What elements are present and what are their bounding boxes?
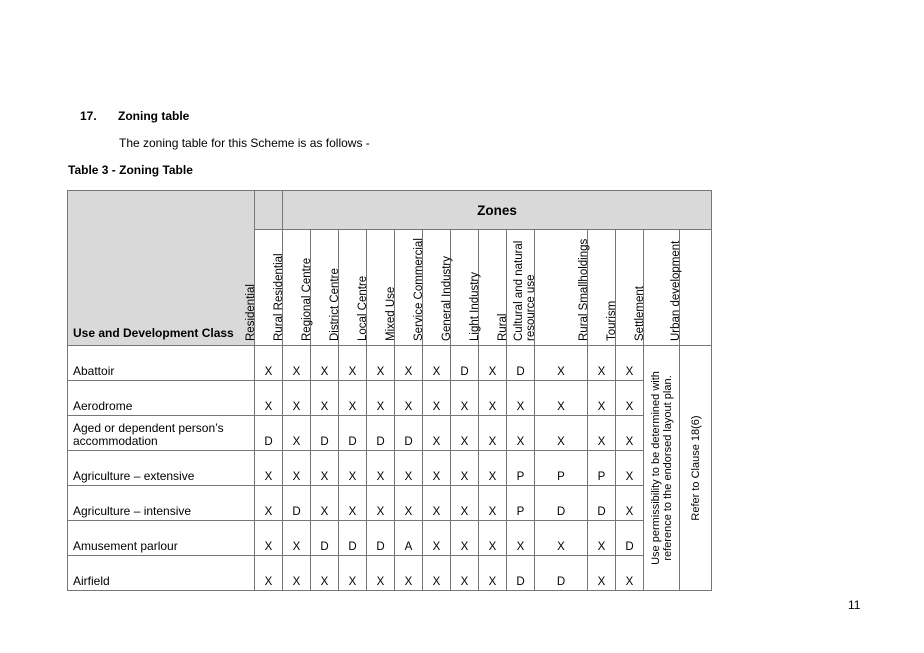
permissibility-cell: X [395, 486, 423, 521]
zone-header-label: Rural [497, 313, 509, 341]
settlement-note: Use permissibility to be determined with reference to the endorsed layout plan. [649, 371, 674, 565]
permissibility-cell: X [311, 556, 339, 591]
settlement-merged-cell [644, 346, 680, 591]
permissibility-cell: X [367, 451, 395, 486]
permissibility-cell: X [479, 556, 507, 591]
permissibility-cell: P [535, 451, 588, 486]
permissibility-cell: D [507, 556, 535, 591]
permissibility-cell: D [339, 521, 367, 556]
permissibility-cell: D [507, 346, 535, 381]
use-class-header-label: Use and Development Class [73, 326, 234, 340]
permissibility-cell: X [507, 381, 535, 416]
permissibility-cell: X [395, 346, 423, 381]
permissibility-cell: X [479, 416, 507, 451]
intro-text: The zoning table for this Scheme is as follows - [119, 136, 370, 150]
permissibility-cell: X [255, 381, 283, 416]
permissibility-cell: X [451, 556, 479, 591]
table-row [68, 346, 712, 381]
permissibility-cell: D [339, 416, 367, 451]
zone-header-label: General Industry [441, 255, 453, 341]
zone-header-label: Mixed Use [385, 286, 397, 341]
permissibility-cell: X [339, 486, 367, 521]
permissibility-cell: X [423, 346, 451, 381]
use-class-cell: Aerodrome [68, 381, 255, 416]
permissibility-cell: X [616, 486, 644, 521]
zone-header-label: District Centre [329, 268, 341, 341]
zone-header-label: Urban development [670, 240, 682, 341]
permissibility-cell: X [283, 451, 311, 486]
permissibility-cell: X [535, 521, 588, 556]
permissibility-cell: A [395, 521, 423, 556]
permissibility-cell: X [451, 381, 479, 416]
urban-note: Refer to Clause 18(6) [689, 415, 702, 521]
zone-header [670, 230, 712, 346]
permissibility-cell: X [507, 416, 535, 451]
use-class-cell: Abattoir [68, 346, 255, 381]
permissibility-cell: X [451, 486, 479, 521]
zoning-table [67, 190, 712, 591]
permissibility-cell: X [423, 451, 451, 486]
permissibility-cell: X [395, 556, 423, 591]
permissibility-cell: X [423, 556, 451, 591]
permissibility-cell: X [535, 416, 588, 451]
permissibility-cell: X [479, 381, 507, 416]
use-class-cell: Aged or dependent person’s accommodation [68, 416, 255, 451]
permissibility-cell: X [507, 521, 535, 556]
table-caption: Table 3 - Zoning Table [68, 163, 193, 177]
permissibility-cell: X [535, 381, 588, 416]
permissibility-cell: X [339, 346, 367, 381]
permissibility-cell: X [311, 451, 339, 486]
use-class-cell: Agriculture – extensive [68, 451, 255, 486]
table-row [68, 556, 712, 591]
permissibility-cell: X [255, 556, 283, 591]
permissibility-cell: X [616, 416, 644, 451]
permissibility-cell: X [311, 486, 339, 521]
permissibility-cell: X [423, 381, 451, 416]
permissibility-cell: D [395, 416, 423, 451]
permissibility-cell: X [283, 521, 311, 556]
permissibility-cell: X [451, 416, 479, 451]
permissibility-cell: X [395, 381, 423, 416]
permissibility-cell: X [479, 521, 507, 556]
permissibility-cell: X [588, 521, 616, 556]
permissibility-cell: D [588, 486, 616, 521]
permissibility-cell: X [311, 381, 339, 416]
zone-header-label: Rural Smallholdings [578, 238, 590, 341]
permissibility-cell: X [255, 521, 283, 556]
permissibility-cell: X [283, 381, 311, 416]
table-row [68, 416, 712, 451]
permissibility-cell: D [616, 521, 644, 556]
zones-header: Zones [283, 191, 712, 230]
use-class-cell: Amusement parlour [68, 521, 255, 556]
permissibility-cell: X [588, 416, 616, 451]
section-title: Zoning table [118, 109, 190, 123]
zone-header-label: Local Centre [357, 275, 369, 341]
table-row [68, 451, 712, 486]
permissibility-cell: X [339, 556, 367, 591]
permissibility-cell: D [451, 346, 479, 381]
permissibility-cell: X [395, 451, 423, 486]
permissibility-cell: X [255, 486, 283, 521]
permissibility-cell: P [588, 451, 616, 486]
permissibility-cell: X [339, 381, 367, 416]
permissibility-cell: D [255, 416, 283, 451]
permissibility-cell: X [451, 451, 479, 486]
permissibility-cell: X [616, 346, 644, 381]
permissibility-cell: X [367, 346, 395, 381]
permissibility-cell: P [507, 486, 535, 521]
permissibility-cell: X [255, 346, 283, 381]
permissibility-cell: X [283, 416, 311, 451]
permissibility-cell: X [479, 346, 507, 381]
permissibility-cell: X [479, 451, 507, 486]
permissibility-cell: X [588, 346, 616, 381]
permissibility-cell: D [367, 416, 395, 451]
section-number: 17. [80, 109, 97, 123]
permissibility-cell: X [367, 486, 395, 521]
permissibility-cell: X [283, 556, 311, 591]
permissibility-cell: X [616, 451, 644, 486]
permissibility-cell: X [423, 521, 451, 556]
permissibility-cell: X [588, 381, 616, 416]
permissibility-cell: X [255, 451, 283, 486]
permissibility-cell: X [535, 346, 588, 381]
zone-header-label: Service Commercial [413, 238, 425, 341]
permissibility-cell: D [367, 521, 395, 556]
use-class-cell: Airfield [68, 556, 255, 591]
permissibility-cell: D [283, 486, 311, 521]
zone-header-label: Light Industry [469, 271, 481, 341]
permissibility-cell: X [588, 556, 616, 591]
permissibility-cell: X [339, 451, 367, 486]
permissibility-cell: X [311, 346, 339, 381]
permissibility-cell: X [367, 556, 395, 591]
table-row [68, 381, 712, 416]
zone-header-label: Regional Centre [301, 257, 313, 341]
zone-header-label: Rural Residential [273, 253, 285, 341]
zone-header-label: Tourism [606, 300, 618, 341]
permissibility-cell: X [423, 486, 451, 521]
table-row [68, 521, 712, 556]
permissibility-cell: X [283, 346, 311, 381]
zone-header-label: Settlement [634, 286, 646, 341]
permissibility-cell: D [535, 556, 588, 591]
permissibility-cell: X [451, 521, 479, 556]
permissibility-cell: D [311, 416, 339, 451]
permissibility-cell: D [311, 521, 339, 556]
header-blank-cell [255, 191, 283, 230]
permissibility-cell: X [367, 381, 395, 416]
use-class-header [68, 191, 255, 346]
table-row [68, 486, 712, 521]
page-number: 11 [848, 598, 861, 612]
urban-merged-cell [680, 346, 712, 591]
use-class-cell: Agriculture – intensive [68, 486, 255, 521]
permissibility-cell: X [423, 416, 451, 451]
permissibility-cell: X [479, 486, 507, 521]
zone-header-label: Residential [245, 284, 257, 341]
permissibility-cell: D [535, 486, 588, 521]
zone-header-label: Cultural and natural resource use [513, 240, 537, 341]
permissibility-cell: P [507, 451, 535, 486]
permissibility-cell: X [616, 381, 644, 416]
permissibility-cell: X [616, 556, 644, 591]
